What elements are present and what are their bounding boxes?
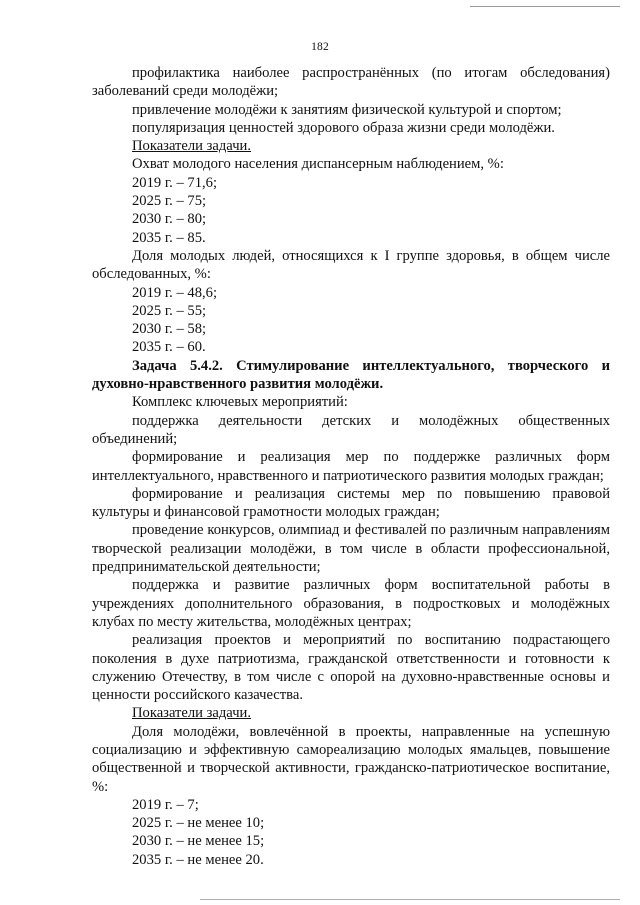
paragraph-healthy-lifestyle: популяризация ценностей здорового образа жизни среди молодёжи.: [132, 119, 555, 136]
indicator-value-line: 2030 г. – не менее 15;: [132, 833, 265, 850]
measure-paragraph: проведение конкурсов, олимпиад и фестивалей по различным направлениям творческой реализации молодёжи, в том числе в области профессиональной, предпринимательской деятельности;: [92, 522, 610, 576]
paragraph-sport: привлечение молодёжи к занятиям физической культурой и спортом;: [132, 101, 562, 118]
indicator-value-line: 2019 г. – 71,6;: [132, 174, 218, 191]
measure-paragraph: реализация проектов и мероприятий по воспитанию подрастающего поколения в духе патриотизма, гражданской ответственности и готовности к служению Отечеству, в том числе с опорой на духовно-нравственные основы и ценности российского казачества.: [92, 632, 610, 704]
indicator-value-line: 2035 г. – 60.: [132, 339, 206, 356]
indicator-value-line: 2025 г. – не менее 10;: [132, 815, 265, 832]
indicator-value-line: 2030 г. – 80;: [132, 211, 207, 228]
page-number: 182: [311, 41, 329, 53]
measure-paragraph: поддержка и развитие различных форм воспитательной работы в учреждениях дополнительного образования, в подростковых и молодёжных клубах по месту жительства, молодёжных центрах;: [92, 577, 610, 630]
measure-paragraph: формирование и реализация системы мер по повышению правовой культуры и финансовой грамотности молодых граждан;: [92, 485, 610, 521]
indicator-health-group: Доля молодых людей, относящихся к I группе здоровья, в общем числе обследованных, %:: [92, 247, 610, 283]
indicators-heading: [92, 137, 610, 155]
measure-paragraph: формирование и реализация мер по поддержке различных форм интеллектуального, нравственного и патриотического развития молодых граждан;: [92, 449, 610, 484]
task-heading: Задача 5.4.2. Стимулирование интеллектуального, творческого и духовно-нравственного развития молодёжи.: [92, 357, 610, 393]
measure-paragraph: поддержка деятельности детских и молодёжных общественных объединений;: [92, 412, 610, 447]
indicator-value-line: 2025 г. – 75;: [132, 193, 207, 210]
indicators-heading-text: Показатели задачи.: [132, 138, 252, 155]
bottom-rule: [200, 899, 620, 900]
paragraph-prevention: профилактика наиболее распространённых (по итогам обследования) заболеваний среди молодёжи;: [92, 65, 610, 100]
indicators-heading-text: Показатели задачи.: [132, 705, 252, 722]
top-rule: [470, 6, 620, 7]
indicators-heading: [92, 704, 610, 722]
indicator-value-line: 2035 г. – 85.: [132, 229, 206, 246]
indicator-dispensary-coverage: Охват молодого населения диспансерным наблюдением, %:: [132, 156, 504, 173]
indicator-value-line: 2025 г. – 55;: [132, 302, 207, 319]
indicator-value-line: 2030 г. – 58;: [132, 321, 207, 338]
indicator-value-line: 2019 г. – 7;: [132, 796, 199, 813]
document-body: [92, 64, 610, 869]
key-measures-heading: Комплекс ключевых мероприятий:: [132, 394, 348, 411]
indicator-value-line: 2019 г. – 48,6;: [132, 284, 218, 301]
indicator-youth-involvement: Доля молодёжи, вовлечённой в проекты, направленные на успешную социализацию и эффективную самореализацию молодых ямальцев, повышение общественной и творческой активности, гражданско-патриотическое воспитание, %:: [92, 723, 610, 795]
indicator-value-line: 2035 г. – не менее 20.: [132, 851, 264, 868]
